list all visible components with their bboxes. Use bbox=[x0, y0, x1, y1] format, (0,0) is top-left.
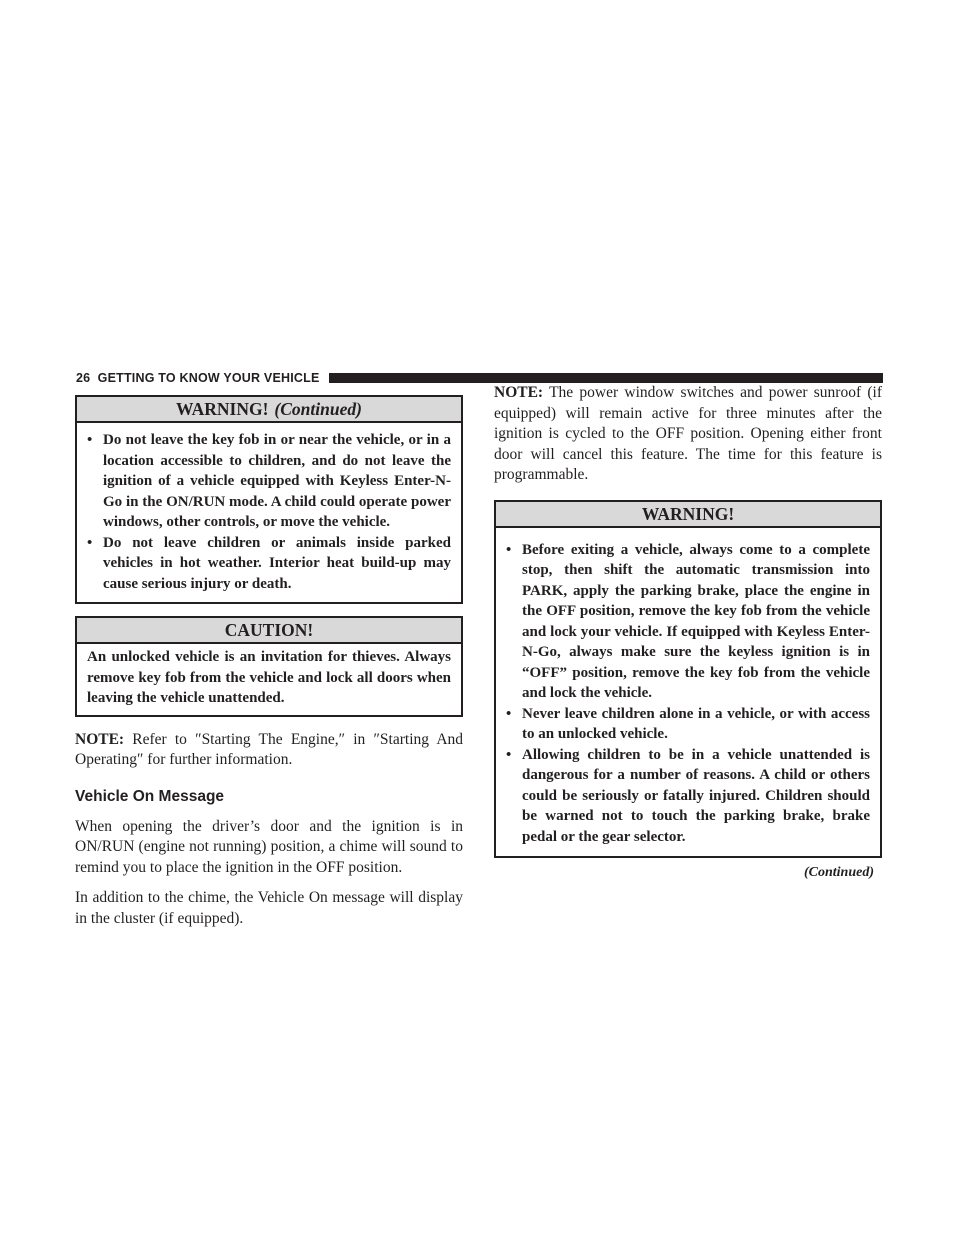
warning-bullet-text: Before exiting a vehicle, always come to a complete stop, then shift the automatic transmission into PARK, apply the parking brake, place the engine in the OFF position, remove the key fob from the vehicle and lock your vehicle. If equipped with Keyless Enter-N-Go, always make sure the keyless ignition is in “OFF” position, remove the key fob from the vehicle and lock the vehicle. bbox=[522, 541, 870, 701]
page-number: 26 bbox=[76, 371, 91, 385]
note-paragraph bbox=[494, 383, 882, 486]
bullet-glyph: • bbox=[87, 534, 93, 551]
bullet-glyph: • bbox=[506, 705, 512, 722]
section-title: GETTING TO KNOW YOUR VEHICLE bbox=[97, 371, 320, 385]
caution-title: CAUTION! bbox=[224, 620, 314, 640]
bullet-glyph: • bbox=[87, 432, 93, 448]
warning-title: WARNING! bbox=[176, 399, 269, 419]
bullet-glyph: • bbox=[506, 541, 512, 558]
body-paragraph: When opening the driver’s door and the ignition is in ON/RUN (engine not running) position, a chime will sound to remind you to place the ignition in the OFF position. bbox=[75, 817, 463, 876]
note-label: NOTE: bbox=[494, 384, 544, 401]
bullet-glyph: • bbox=[506, 746, 512, 763]
header-rule bbox=[329, 373, 883, 383]
caution-box bbox=[75, 616, 463, 717]
note-text: The power window switches and power sunroof (if equipped) will remain active for three minutes after the ignition is cycled to the OFF position. Opening either front door will cancel this feature. The time for this feature is programmable. bbox=[494, 384, 882, 483]
warning-box-header bbox=[77, 397, 461, 423]
warning-bullet-text: Allowing children to be in a vehicle unattended is dangerous for a number of reasons. A child or others could be seriously or fatally injured. Children should be warned not to touch the parking brake, brake pedal or the gear selector. bbox=[522, 746, 870, 845]
caution-box-header bbox=[77, 618, 461, 644]
warning-bullet-list bbox=[506, 540, 870, 848]
warning-bullet-text: Do not leave children or animals inside parked vehicles in hot weather. Interior heat build-up may cause serious injury or death. bbox=[103, 534, 451, 592]
warning-continued-label: (Continued) bbox=[274, 399, 362, 419]
warning-bullet-item bbox=[506, 745, 870, 848]
warning-title: WARNING! bbox=[641, 503, 735, 524]
body-paragraph: In addition to the chime, the Vehicle On message will display in the cluster (if equipped). bbox=[75, 889, 463, 927]
warning-bullet-list bbox=[87, 430, 451, 594]
warning-bullet-text: Never leave children alone in a vehicle, or with access to an unlocked vehicle. bbox=[522, 705, 870, 742]
note-paragraph bbox=[75, 730, 463, 771]
warning-bullet-item bbox=[506, 540, 870, 704]
running-header bbox=[76, 371, 320, 385]
section-heading: Vehicle On Message bbox=[75, 787, 225, 805]
warning-bullet-item bbox=[87, 430, 451, 533]
caution-box-body bbox=[77, 644, 461, 715]
caution-text: An unlocked vehicle is an invitation for thieves. Always remove key fob from the vehicle and lock all doors when leaving the vehicle unattended. bbox=[87, 649, 451, 706]
warning-box-body bbox=[77, 423, 461, 602]
warning-box-header bbox=[496, 502, 880, 528]
warning-box-continued bbox=[75, 395, 463, 604]
left-column bbox=[75, 395, 463, 929]
continued-label: (Continued) bbox=[803, 865, 874, 880]
note-label: NOTE: bbox=[75, 730, 125, 748]
warning-bullet-text: Do not leave the key fob in or near the vehicle, or in a location accessible to children, and do not leave the ignition of a vehicle equipped with Keyless Enter-N-Go in the ON/RUN mode. A child could operate power windows, other controls, or move the vehicle. bbox=[103, 432, 451, 530]
warning-bullet-item bbox=[87, 533, 451, 595]
note-text: Refer to ″Starting The Engine,″ in ″Starting And Operating″ for further information. bbox=[75, 730, 464, 768]
warning-bullet-item bbox=[506, 704, 870, 745]
right-column bbox=[494, 383, 882, 882]
warning-box bbox=[494, 500, 882, 859]
warning-box-body bbox=[496, 528, 880, 857]
